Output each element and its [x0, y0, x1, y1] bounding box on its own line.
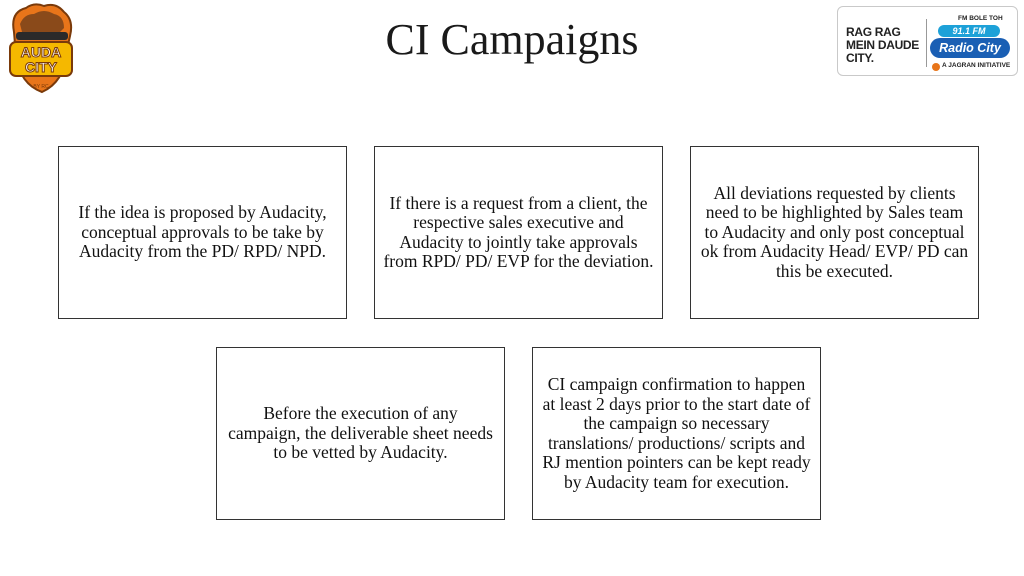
content-box-3: [690, 146, 979, 319]
content-box-text: If there is a request from a client, the respective sales executive and Audacity to jointly take approvals from RPD/ PD/ EVP for the deviation.: [383, 192, 654, 271]
content-box-1: [58, 146, 347, 319]
content-box-text: If the idea is proposed by Audacity, conceptual approvals to be take by Audacity from the PD/ RPD/ NPD.: [78, 202, 327, 262]
content-box-2: [374, 146, 663, 319]
content-box-text: Before the execution of any campaign, the deliverable sheet needs to be vetted by Audacity.: [228, 403, 493, 463]
radio-city-logo: [837, 6, 1018, 76]
jagran-dot-icon: [932, 63, 940, 71]
content-box-4: [216, 347, 505, 520]
logo-initiative: A JAGRAN INITIATIVE: [942, 62, 1011, 69]
logo-text-line1: AUDA: [20, 44, 62, 60]
logo-text-sub: BY RC: [33, 84, 49, 90]
logo-divider: [926, 19, 927, 67]
content-box-text: CI campaign confirmation to happen at least 2 days prior to the start date of the campaign so necessary translations/ productions/ scripts and RJ mention pointers can be kept ready by Audacity team for execution.: [542, 374, 811, 492]
logo-brand: Radio City: [930, 38, 1010, 58]
logo-frequency: 91.1 FM: [938, 25, 1000, 37]
content-box-5: [532, 347, 821, 520]
content-box-text: All deviations requested by clients need to be highlighted by Sales team to Audacity and only post conceptual ok from Audacity Head/ EVP/ PD can this be executed.: [700, 182, 969, 281]
logo-tagline: RAG RAG MEIN DAUDE CITY.: [846, 25, 920, 65]
logo-text-line2: CITY: [25, 59, 57, 75]
logo-small-text: FM BOLE TOH: [958, 15, 1003, 22]
slide-title: CI Campaigns: [385, 15, 639, 64]
